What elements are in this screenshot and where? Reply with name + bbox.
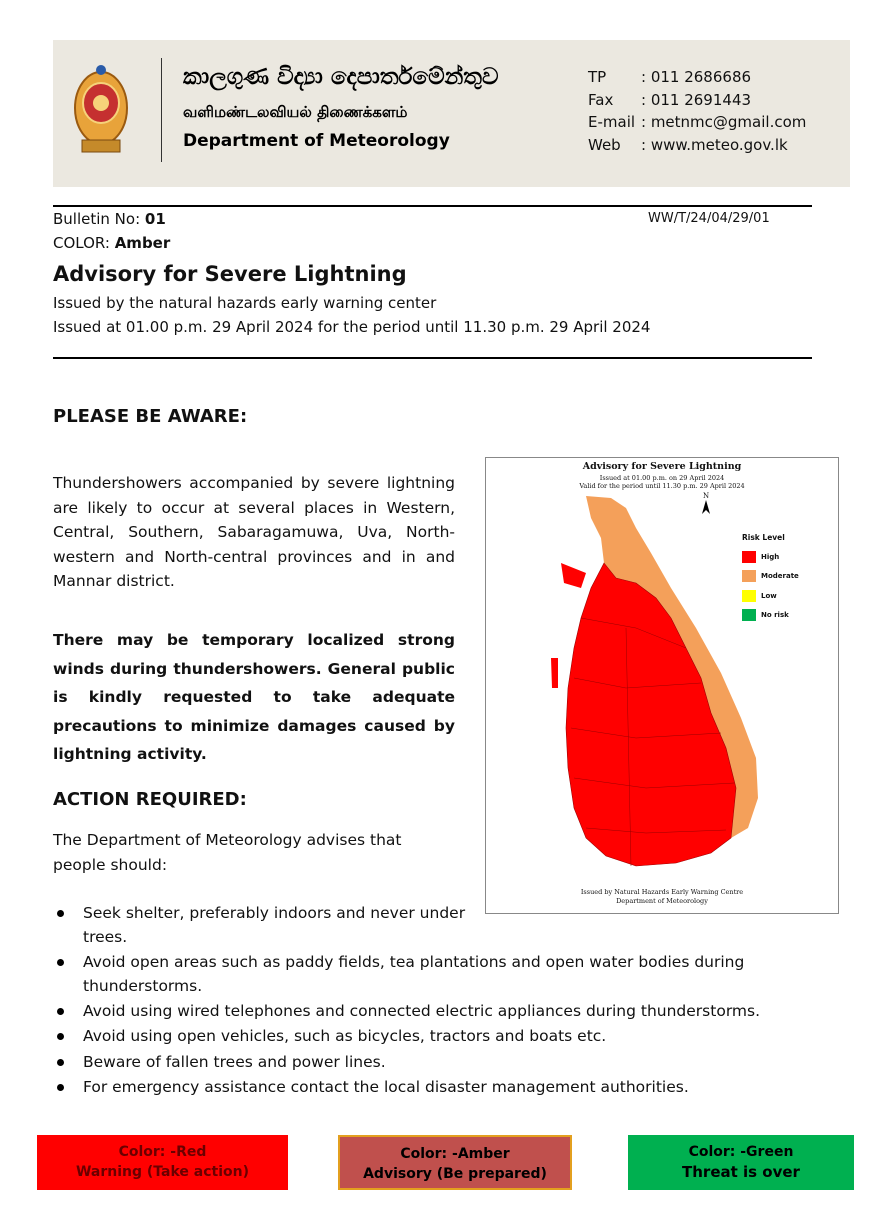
contact-email: E-mail : metnmc@gmail.com <box>588 113 807 131</box>
bottom-rule <box>53 357 812 359</box>
bulletin-number: Bulletin No: 01 <box>53 210 166 228</box>
list-item: Avoid open areas such as paddy fields, tea plantations and open water bodies during thunderstorms. <box>53 951 823 999</box>
bulletin-reference: WW/T/24/04/29/01 <box>648 211 770 226</box>
advisory-title: Advisory for Severe Lightning <box>53 262 407 286</box>
map-high-region <box>566 563 736 866</box>
bulletin-color: COLOR: Amber <box>53 234 171 252</box>
dept-name-english: Department of Meteorology <box>183 131 450 151</box>
action-heading: ACTION REQUIRED: <box>53 789 247 810</box>
list-item: Beware of fallen trees and power lines. <box>53 1051 823 1075</box>
advises-text: The Department of Meteorology advises that people should: <box>53 831 402 874</box>
map-valid: Valid for the period until 11.30 p.m. 29 April 2024 <box>579 482 745 490</box>
legend-box-green: Color: -Green Threat is over <box>628 1135 854 1190</box>
aware-heading: PLEASE BE AWARE: <box>53 406 248 427</box>
dept-name-sinhala: කාලගුණ විද්‍යා දෙපාර්තමේන්තුව <box>183 64 499 90</box>
list-item: For emergency assistance contact the local disaster management authorities. <box>53 1076 823 1100</box>
legend-moderate: Moderate <box>761 572 799 580</box>
north-label: N <box>703 492 710 500</box>
forecast-paragraph: Thundershowers accompanied by severe lightning are likely to occur at several places in Western, Central, Southern, Sabaragamuwa, Uva, North-western and North-central provinces and in and Mannar district. <box>53 474 455 590</box>
contact-tp: TP : 011 2686686 <box>588 68 752 86</box>
contact-fax: Fax : 011 2691443 <box>588 90 752 109</box>
risk-map <box>485 457 839 914</box>
legend-no-risk: No risk <box>761 611 789 619</box>
legend-box-red: Color: -Red Warning (Take action) <box>37 1135 288 1190</box>
emblem-icon <box>72 58 130 158</box>
legend-title: Risk Level <box>742 533 785 542</box>
map-footer-dept: Department of Meteorology <box>616 897 708 905</box>
dept-name-tamil: வளிமண்டலவியல் திணைக்களம் <box>183 103 408 121</box>
issued-at: Issued at 01.00 p.m. 29 April 2024 for the period until 11.30 p.m. 29 April 2024 <box>53 318 651 336</box>
precaution-paragraph: There may be temporary localized strong winds during thundershowers. General public is kindly requested to take adequate precautions to minimize damages caused by lightning activity. <box>53 631 455 763</box>
top-rule <box>53 205 812 207</box>
list-item: Avoid using open vehicles, such as bicycles, tractors and boats etc. <box>53 1025 823 1049</box>
contact-info <box>588 66 806 156</box>
header-divider <box>161 58 162 162</box>
issued-by: Issued by the natural hazards early warning center <box>53 294 437 312</box>
action-list <box>53 902 823 1101</box>
contact-web: Web : www.meteo.gov.lk <box>588 135 788 154</box>
list-item: Avoid using wired telephones and connected electric appliances during thunderstorms. <box>53 1000 823 1024</box>
legend-high: High <box>761 553 780 561</box>
list-item: Seek shelter, preferably indoors and never under trees. <box>53 902 483 950</box>
map-title: Advisory for Severe Lightning <box>582 461 742 472</box>
map-footer-issuer: Issued by Natural Hazards Early Warning Centre <box>580 888 744 896</box>
map-issued: Issued at 01.00 p.m. on 29 April 2024 <box>599 474 725 482</box>
legend-box-amber: Color: -Amber Advisory (Be prepared) <box>338 1135 572 1190</box>
legend-low: Low <box>761 592 777 600</box>
